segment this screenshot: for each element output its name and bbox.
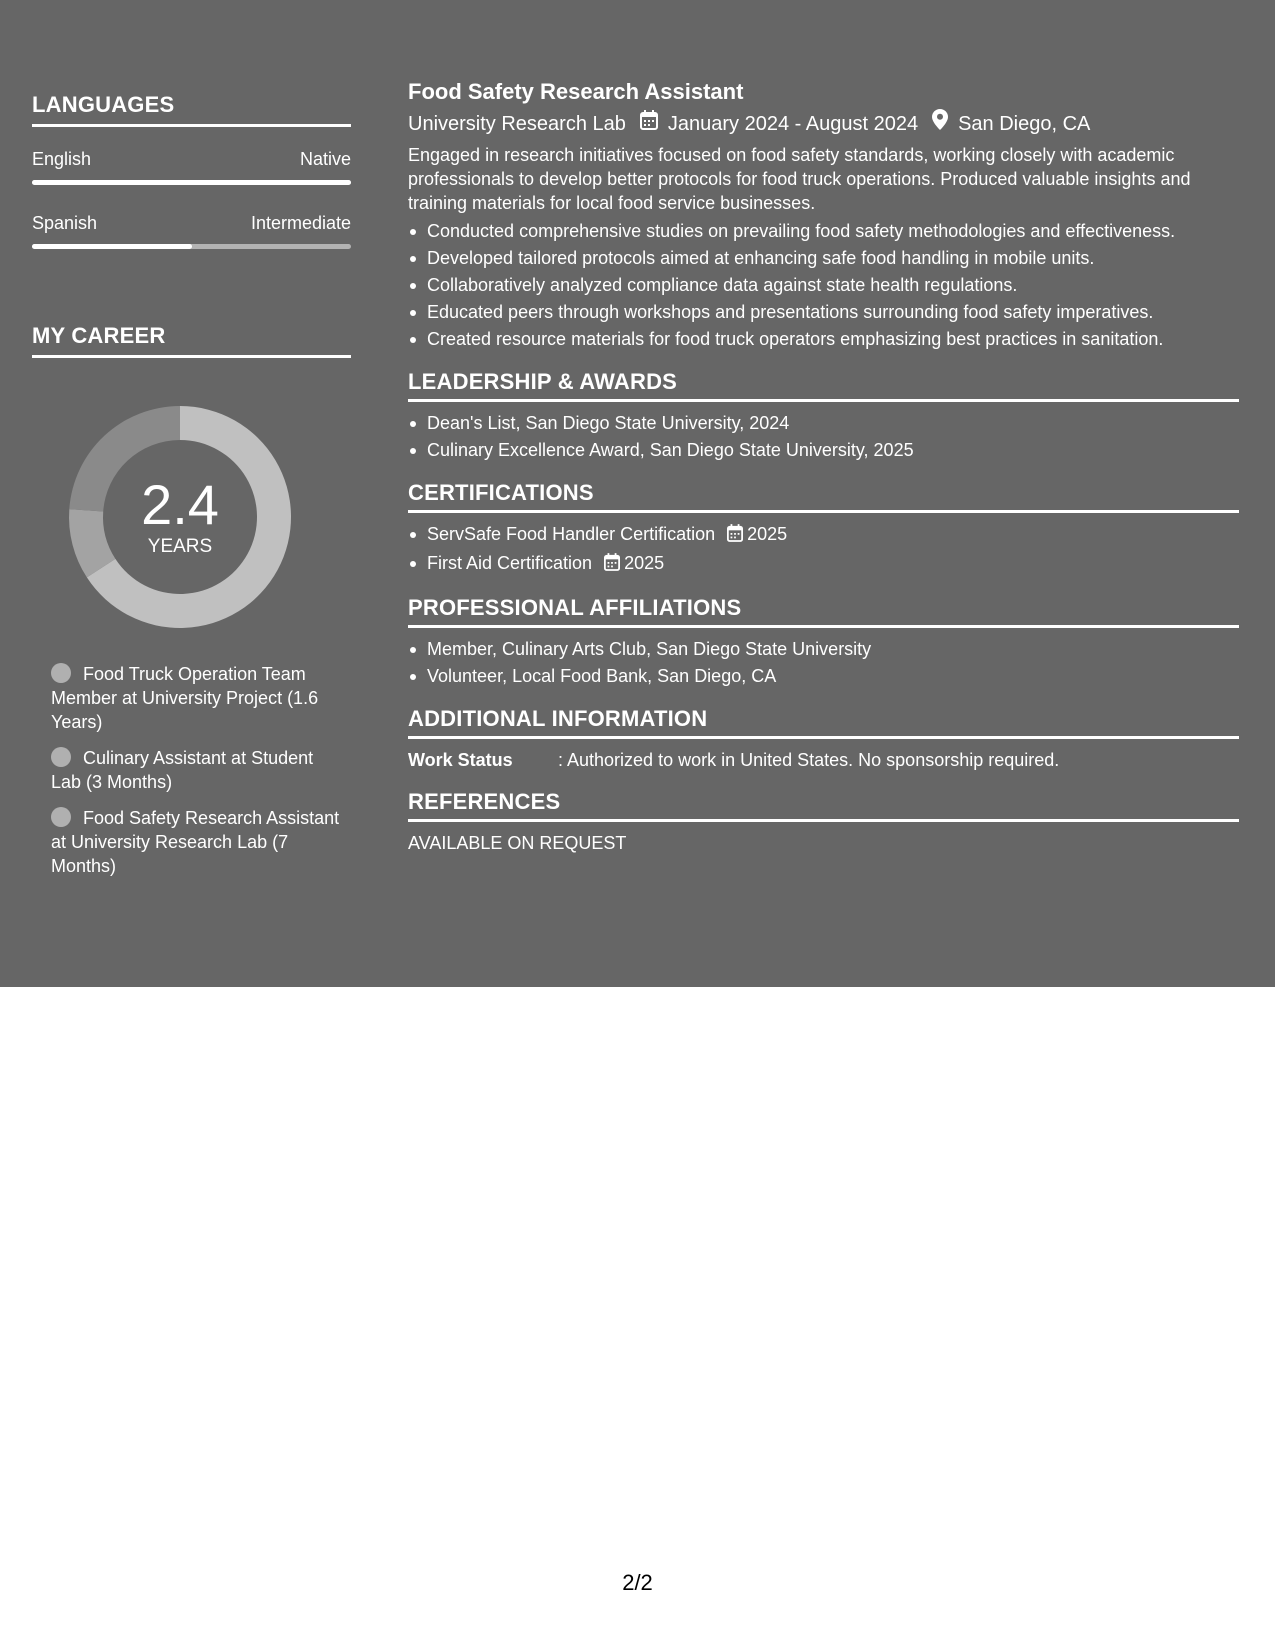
calendar-icon (640, 110, 658, 138)
list-item (408, 550, 1239, 579)
language-name: Spanish (32, 213, 98, 233)
career-legend-item (51, 746, 341, 794)
certification-name: First Aid Certification (427, 553, 593, 573)
affiliations-section (408, 595, 1239, 690)
references-heading: REFERENCES (408, 789, 1239, 822)
list-item (408, 521, 1239, 550)
job-company: University Research Lab (408, 112, 626, 135)
career-entry-label: Culinary Assistant at Student Lab (3 Months) (51, 748, 314, 792)
legend-dot (51, 747, 71, 767)
job-meta (408, 109, 1239, 138)
job-location: San Diego, CA (958, 112, 1091, 135)
work-status-value: : Authorized to work in United States. No sponsorship required. (558, 750, 1060, 770)
list-item: Educated peers through workshops and presentations surrounding food safety imperatives. (408, 299, 1239, 326)
references-text: AVAILABLE ON REQUEST (408, 833, 627, 853)
work-status-row (408, 747, 1239, 773)
calendar-icon (604, 552, 620, 579)
legend-dot (51, 663, 71, 683)
affiliations-heading: PROFESSIONAL AFFILIATIONS (408, 595, 1239, 628)
awards-section (408, 369, 1239, 464)
list-item: Developed tailored protocols aimed at enhancing safe food handling in mobile units. (408, 245, 1239, 272)
references-section (408, 789, 1239, 856)
list-item: Created resource materials for food truck operators emphasizing best practices in sanitation. (408, 326, 1239, 353)
language-proficiency-fill (32, 180, 351, 185)
language-item (32, 213, 351, 249)
language-proficiency-bar (32, 180, 351, 185)
list-item: Collaboratively analyzed compliance data against state health regulations. (408, 272, 1239, 299)
certifications-heading: CERTIFICATIONS (408, 480, 1239, 513)
page-number: 2/2 (622, 1570, 653, 1595)
calendar-icon (727, 523, 743, 550)
job-dates: January 2024 - August 2024 (667, 112, 919, 135)
language-proficiency-bar (32, 244, 351, 249)
career-entry-label: Food Safety Research Assistant at University Research Lab (7 Months) (51, 808, 340, 876)
career-total-unit: YEARS (147, 536, 213, 557)
certifications-section (408, 480, 1239, 579)
awards-heading: LEADERSHIP & AWARDS (408, 369, 1239, 402)
language-name: English (32, 149, 92, 169)
language-proficiency-fill (32, 244, 192, 249)
career-legend (32, 662, 351, 878)
work-status-label: Work Status (408, 750, 513, 770)
career-heading: MY CAREER (32, 323, 351, 358)
certification-year: 2025 (624, 553, 665, 573)
job-title: Food Safety Research Assistant (408, 79, 744, 104)
additional-info-heading: ADDITIONAL INFORMATION (408, 706, 1239, 739)
location-pin-icon (932, 109, 948, 138)
languages-heading: LANGUAGES (32, 92, 351, 127)
list-item: Conducted comprehensive studies on prevailing food safety methodologies and effectiveness. (408, 218, 1239, 245)
career-total-years: 2.4 (141, 473, 219, 536)
list-item: Volunteer, Local Food Bank, San Diego, CA (408, 663, 1239, 690)
list-item: Dean's List, San Diego State University, 2024 (408, 410, 1239, 437)
career-legend-item (51, 806, 341, 878)
right-column (408, 78, 1239, 856)
certification-year: 2025 (747, 524, 788, 544)
language-level: Intermediate (250, 213, 351, 233)
language-item (32, 149, 351, 185)
list-item: Member, Culinary Arts Club, San Diego State University (408, 636, 1239, 663)
left-column (32, 92, 351, 890)
career-entry-label: Food Truck Operation Team Member at University Project (1.6 Years) (51, 664, 319, 732)
additional-info-section (408, 706, 1239, 773)
job-description: Engaged in research initiatives focused on food safety standards, working closely with academic professionals to develop better protocols for food truck operations. Produced valuable insights and training materials for local food service businesses. (408, 145, 1191, 213)
legend-dot (51, 807, 71, 827)
career-legend-item (51, 662, 341, 734)
certification-name: ServSafe Food Handler Certification (427, 524, 716, 544)
job-bullets (408, 218, 1239, 353)
list-item: Culinary Excellence Award, San Diego State University, 2025 (408, 437, 1239, 464)
career-donut-chart (65, 402, 295, 632)
language-level: Native (299, 149, 351, 169)
